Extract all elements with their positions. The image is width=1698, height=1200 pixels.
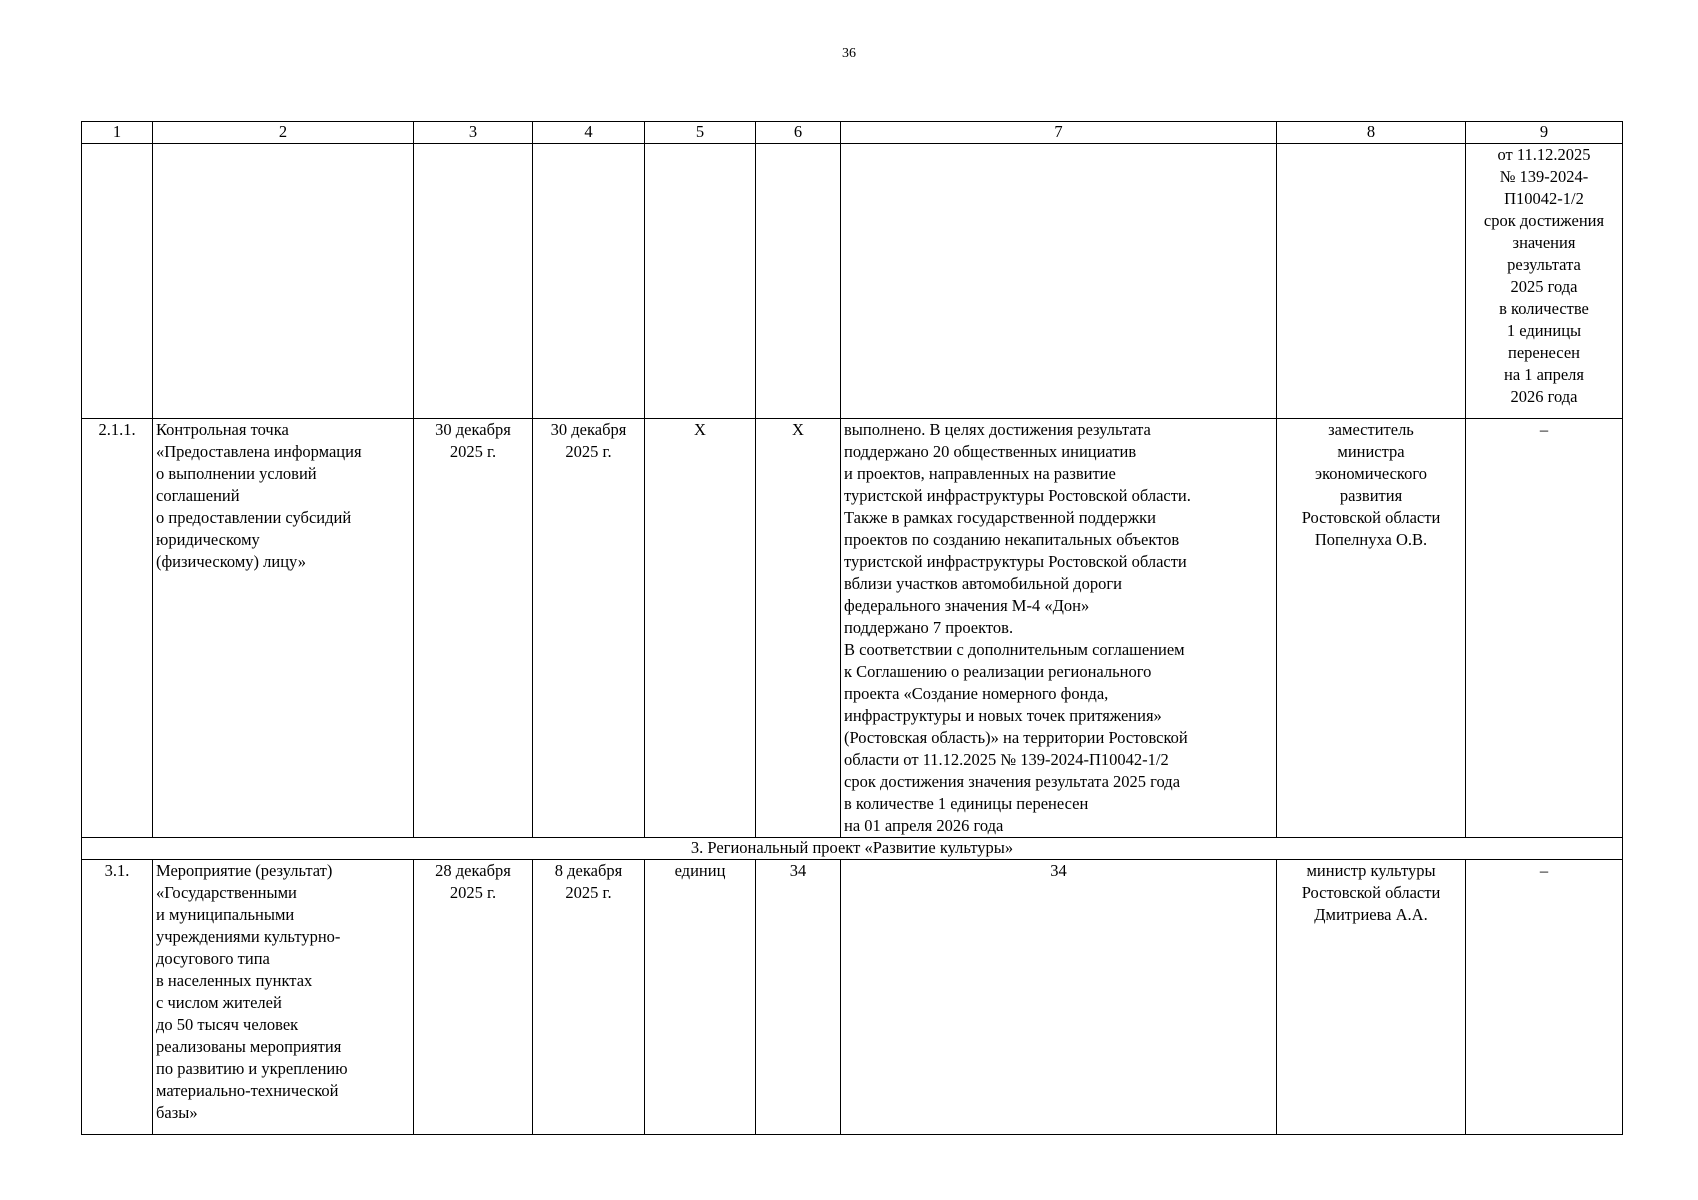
actual-date-cell: 30 декабря 2025 г.: [533, 419, 645, 838]
row-number-cell: 2.1.1.: [82, 419, 153, 838]
planned-date-cell: 30 декабря 2025 г.: [414, 419, 533, 838]
row-number-cell: 3.1.: [82, 860, 153, 1135]
note-cell: –: [1466, 860, 1623, 1135]
planned-date-cell: 28 декабря 2025 г.: [414, 860, 533, 1135]
table-row-2-1-1: [82, 419, 1623, 838]
column-header-9: 9: [1466, 122, 1623, 144]
unit-cell: Х: [645, 419, 756, 838]
cell-empty: [82, 144, 153, 419]
continuation-note-cell: от 11.12.2025 № 139-2024- П10042-1/2 срок достижения значения результата 2025 года в количестве 1 единицы перенесен на 1 апреля 2026 года: [1466, 144, 1623, 419]
cell-empty: [414, 144, 533, 419]
status-cell: 34: [841, 860, 1277, 1135]
column-header-4: 4: [533, 122, 645, 144]
table-row-3-1: [82, 860, 1623, 1135]
status-cell: выполнено. В целях достижения результата поддержано 20 общественных инициатив и проектов, направленных на развитие туристской инфраструктуры Ростовской области. Также в рамках государственной поддержки проектов по созданию некапитальных объектов туристской инфраструктуры Ростовской области вблизи участков автомобильной дороги федерального значения М-4 «Дон» поддержано 7 проектов. В соответствии с дополнительным соглашением к Соглашению о реализации регионального проекта «Создание номерного фонда, инфраструктуры и новых точек притяжения» (Ростовская область)» на территории Ростовской области от 11.12.2025 № 139-2024-П10042-1/2 срок достижения значения результата 2025 года в количестве 1 единицы перенесен на 01 апреля 2026 года: [841, 419, 1277, 838]
cell-empty: [841, 144, 1277, 419]
column-header-5: 5: [645, 122, 756, 144]
column-header-1: 1: [82, 122, 153, 144]
page-number: 36: [842, 46, 856, 61]
responsible-cell: министр культуры Ростовской области Дмитриева А.А.: [1277, 860, 1466, 1135]
row-name-cell: Мероприятие (результат) «Государственными и муниципальными учреждениями культурно- досугового типа в населенных пунктах с числом жителей до 50 тысяч человек реализованы мероприятия по развитию и укреплению материально-технической базы»: [153, 860, 414, 1135]
column-header-8: 8: [1277, 122, 1466, 144]
column-header-6: 6: [756, 122, 841, 144]
section-row-3: [82, 838, 1623, 860]
plan-value-cell: 34: [756, 860, 841, 1135]
cell-empty: [756, 144, 841, 419]
cell-empty: [645, 144, 756, 419]
cell-empty: [153, 144, 414, 419]
actual-date-cell: 8 декабря 2025 г.: [533, 860, 645, 1135]
section-title: 3. Региональный проект «Развитие культуры»: [82, 838, 1623, 860]
row-name-cell: Контрольная точка «Предоставлена информация о выполнении условий соглашений о предоставлении субсидий юридическому (физическому) лицу»: [153, 419, 414, 838]
note-cell: –: [1466, 419, 1623, 838]
continuation-row: [82, 144, 1623, 419]
unit-cell: единиц: [645, 860, 756, 1135]
column-header-3: 3: [414, 122, 533, 144]
column-header-2: 2: [153, 122, 414, 144]
plan-value-cell: Х: [756, 419, 841, 838]
column-header-row: [82, 122, 1623, 144]
cell-empty: [1277, 144, 1466, 419]
cell-empty: [533, 144, 645, 419]
report-table: [81, 121, 1623, 1135]
column-header-7: 7: [841, 122, 1277, 144]
responsible-cell: заместитель министра экономического развития Ростовской области Попелнуха О.В.: [1277, 419, 1466, 838]
